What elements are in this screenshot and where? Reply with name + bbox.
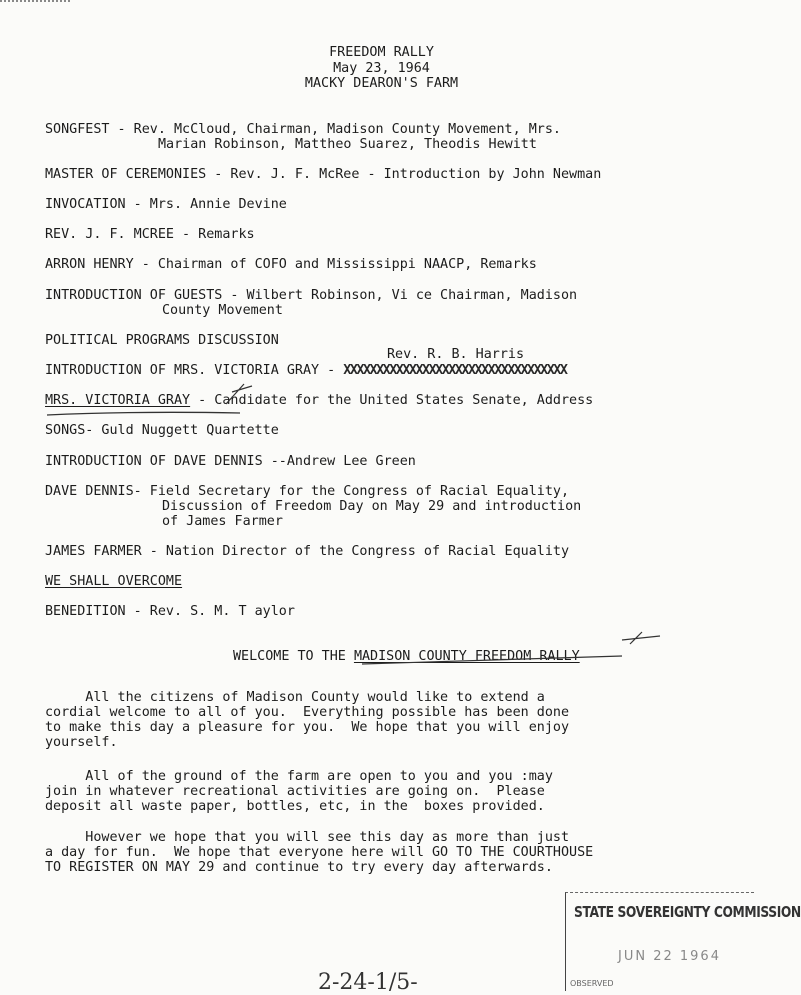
struck-out-text: XXXXXXXXXXXXXXXXXXXXXXXXXXXXXXXXXX: [343, 363, 567, 378]
program-master-of-ceremonies: MASTER OF CEREMONIES - Rev. J. F. McRee - Introduction by John Newman: [45, 167, 602, 182]
program-dennis-introduction: INTRODUCTION OF DAVE DENNIS --Andrew Lee Green: [45, 454, 416, 469]
handwritten-file-number: 2-24-1/5-: [318, 970, 418, 995]
state-sovereignty-commission-stamp: [565, 892, 801, 991]
program-songfest-cont: Marian Robinson, Mattheo Suarez, Theodis Hewitt: [158, 137, 537, 152]
program-dennis-cont2: of James Farmer: [162, 514, 283, 529]
handwritten-mark-icon: [222, 378, 262, 408]
program-dennis-cont1: Discussion of Freedom Day on May 29 and introduction: [162, 499, 582, 514]
program-gray-introduction: [45, 363, 566, 378]
program-henry-remarks: ARRON HENRY - Chairman of COFO and Mississippi NAACP, Remarks: [45, 257, 537, 272]
welcome-prefix: WELCOME TO THE: [233, 649, 354, 664]
gray-address-text: - Candidate for the United States Senate, Address: [190, 393, 594, 408]
stamp-footnote: OBSERVED: [570, 979, 614, 988]
welcome-paragraph-1: All the citizens of Madison County would like to extend a cordial welcome to all of you. Everything possible has been done to make this day a pleasure for you. We hope that you will enjoy yourself.: [45, 690, 570, 750]
welcome-paragraph-3: However we hope that you will see this day as more than just a day for fun. We hope that everyone here will GO TO THE COURTHOUSE TO REGISTER ON MAY 29 and continue to try every day afterwards.: [45, 830, 594, 875]
program-benediction: BENEDITION - Rev. S. M. T aylor: [45, 604, 295, 619]
program-mcree-remarks: REV. J. F. MCREE - Remarks: [45, 227, 255, 242]
program-we-shall-overcome: WE SHALL OVERCOME: [45, 574, 183, 589]
rally-location: MACKY DEARON'S FARM: [304, 76, 459, 91]
handwritten-flourish-icon: [360, 630, 670, 670]
program-guests: INTRODUCTION OF GUESTS - Wilbert Robinson, Vi ce Chairman, Madison: [45, 288, 578, 303]
top-edge-marks: [0, 0, 70, 6]
gray-name-underlined: MRS. VICTORIA GRAY: [45, 393, 191, 408]
program-songfest: SONGFEST - Rev. McCloud, Chairman, Madison County Movement, Mrs.: [45, 122, 561, 137]
stamp-date: JUN 22 1964: [618, 949, 721, 964]
program-guests-cont: County Movement: [162, 303, 283, 318]
handwritten-underline-icon: [45, 410, 245, 418]
handwritten-insert-harris: Rev. R. B. Harris: [387, 347, 525, 362]
welcome-county: MADISON COUNTY FREEDOM RALLY: [353, 649, 580, 664]
welcome-paragraph-2: All of the ground of the farm are open to you and you :may join in whatever recreational activities are going on. Please deposit all waste paper, bottles, etc, in the boxes provided.: [45, 769, 553, 814]
program-invocation: INVOCATION - Mrs. Annie Devine: [45, 197, 287, 212]
program-songs: SONGS- Guld Nuggett Quartette: [45, 423, 279, 438]
gray-intro-text: INTRODUCTION OF MRS. VICTORIA GRAY -: [45, 363, 344, 378]
stamp-title: STATE SOVEREIGNTY COMMISSION: [574, 903, 801, 921]
program-gray-address: [45, 393, 593, 408]
document-title: FREEDOM RALLY: [329, 45, 434, 60]
program-farmer: JAMES FARMER - Nation Director of the Congress of Racial Equality: [45, 544, 570, 559]
program-political-discussion: POLITICAL PROGRAMS DISCUSSION: [45, 333, 279, 348]
rally-date: May 23, 1964: [333, 61, 430, 76]
program-dennis: DAVE DENNIS- Field Secretary for the Congress of Racial Equality,: [45, 484, 570, 499]
